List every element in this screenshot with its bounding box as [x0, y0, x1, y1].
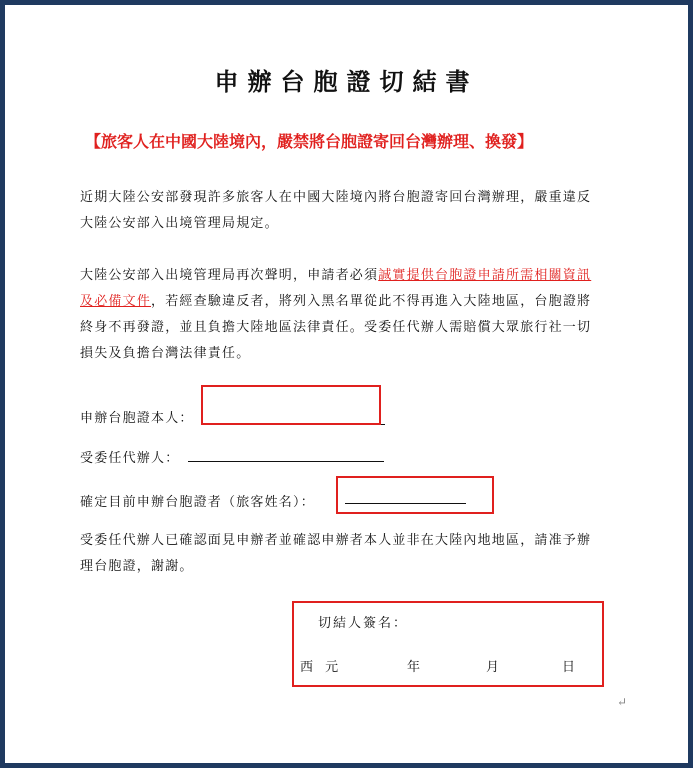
document-title: 申辦台胞證切結書 — [214, 68, 479, 96]
paragraph-declaration-highlight: 誠實提供台胞證申請所需相關資訊及必備文件 — [80, 268, 592, 309]
applicant-label: 申辦台胞證本人： — [80, 411, 194, 426]
traveler-name-highlight-box — [336, 476, 494, 514]
agent-signature-line[interactable] — [188, 461, 384, 462]
paragraph-intro: 近期大陸公安部發現許多旅客人在中國大陸境內將台胞證寄回台灣辦理，嚴重違反大陸公安部入出境管理局規定。 — [80, 190, 592, 231]
traveler-name-label: 確定目前申辦台胞證者（旅客姓名）： — [80, 495, 315, 510]
signature-label: 切結人簽名： — [318, 616, 409, 631]
applicant-highlight-box — [201, 385, 381, 425]
date-day: 日 — [562, 660, 576, 675]
paragraph-return-mark: ↵ — [617, 695, 628, 709]
date-era: 西 元 — [300, 660, 343, 675]
date-year: 年 — [407, 660, 421, 675]
paragraph-confirmation: 受委任代辦人已確認面見申辦者並確認申辦者本人並非在大陸內地地區，請准予辦理台胞證，謝謝。 — [80, 533, 592, 574]
date-month: 月 — [486, 660, 500, 675]
paragraph-declaration-end: ，若經查驗違反者，將列入黑名單從此不得再進入大陸地區，台胞證將終身不再發證，並且負擔大陸地區法律責任。受委任代辦人需賠償大眾旅行社一切損失及負擔台灣法律責任。 — [80, 294, 592, 361]
document-page — [5, 5, 688, 763]
agent-label: 受委任代辦人： — [80, 451, 180, 466]
paragraph-declaration — [80, 263, 600, 367]
warning-notice: 【旅客人在中國大陸境內，嚴禁將台胞證寄回台灣辦理、換發】 — [85, 132, 534, 151]
paragraph-declaration-start: 大陸公安部入出境管理局再次聲明，申請者必須 — [80, 268, 379, 283]
